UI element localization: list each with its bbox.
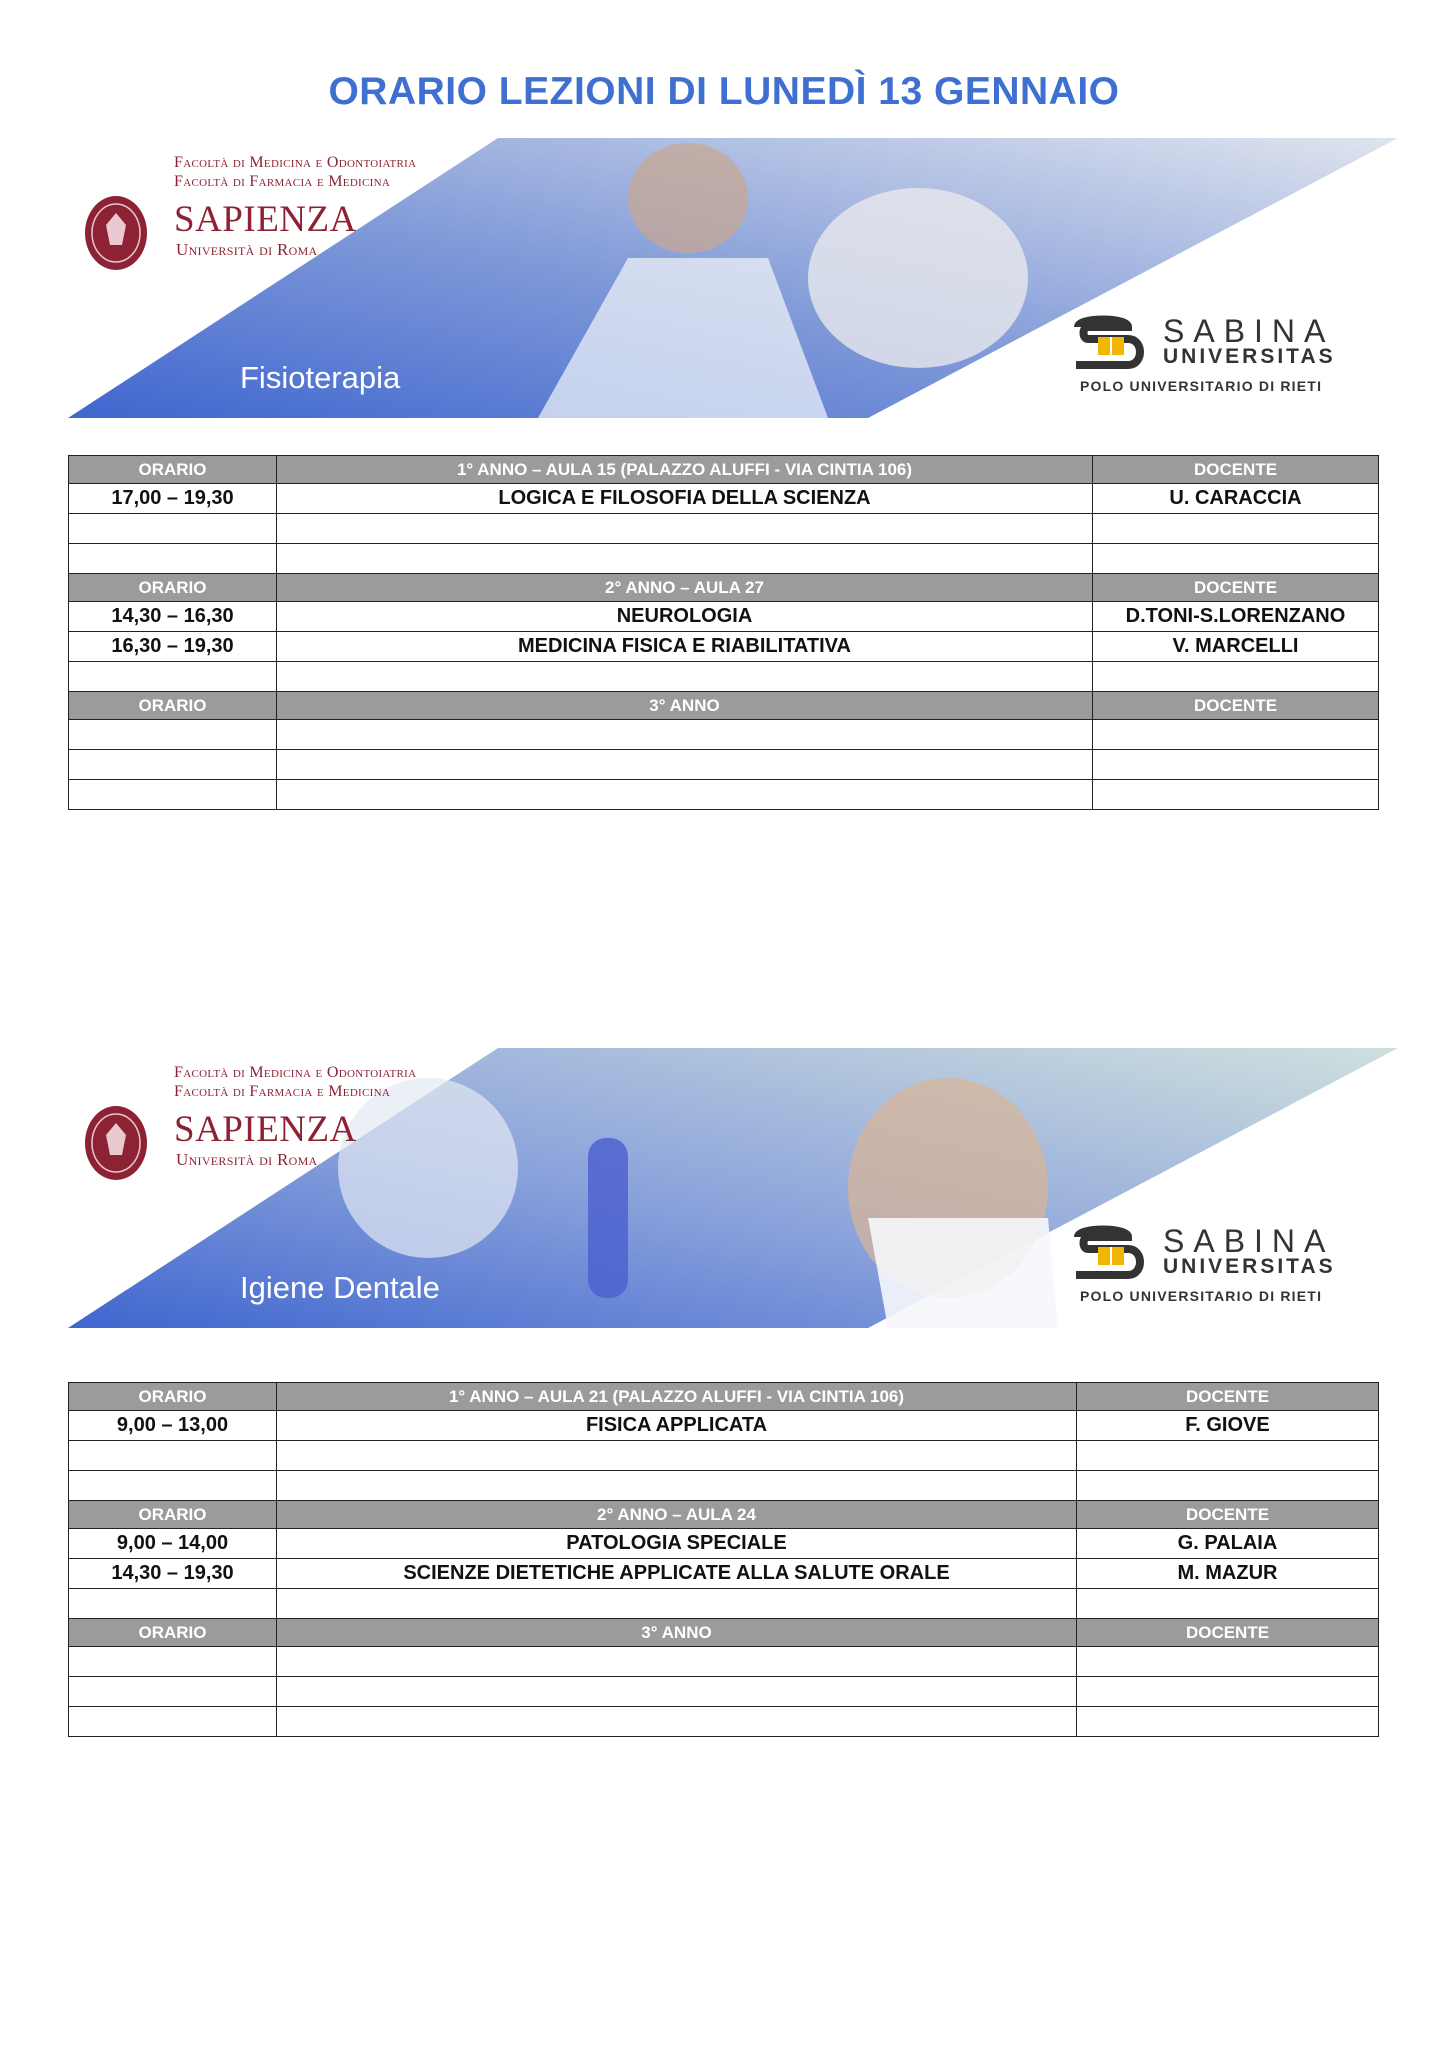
teacher-cell [1077,1441,1379,1471]
subject-cell [277,662,1093,692]
header-time-cell: ORARIO [69,692,277,720]
table-row [69,662,1379,692]
sabina-book-icon [1068,315,1158,379]
subject-cell [277,1707,1077,1737]
teacher-cell [1077,1677,1379,1707]
teacher-cell [1093,662,1379,692]
teacher-cell [1093,750,1379,780]
header-title-cell: 3° ANNO [277,692,1093,720]
year-header-row [69,574,1379,602]
table-row [69,1471,1379,1501]
faculty-text [174,153,416,191]
time-cell: 9,00 – 13,00 [69,1411,277,1441]
time-cell [69,1471,277,1501]
faculty-line-1: Facoltà di Medicina e Odontoiatria [174,154,417,171]
table-row [69,750,1379,780]
sapienza-seal-icon [84,195,148,271]
teacher-cell: D.TONI-S.LORENZANO [1093,602,1379,632]
schedule-table-fisioterapia [68,455,1379,810]
header-title-cell: 2° ANNO – AULA 24 [277,1501,1077,1529]
header-time-cell: ORARIO [69,1501,277,1529]
teacher-cell [1077,1707,1379,1737]
time-cell [69,544,277,574]
teacher-cell [1077,1589,1379,1619]
time-cell: 9,00 – 14,00 [69,1529,277,1559]
time-cell [69,780,277,810]
table-row [69,1411,1379,1441]
header-title-cell: 1° ANNO – AULA 21 (PALAZZO ALUFFI - VIA CINTIA 106) [277,1383,1077,1411]
table-row [69,514,1379,544]
header-time-cell: ORARIO [69,456,277,484]
table-row [69,720,1379,750]
header-teacher-cell: DOCENTE [1093,456,1379,484]
time-cell: 17,00 – 19,30 [69,484,277,514]
university-name: SAPIENZA [174,1109,357,1150]
teacher-cell: U. CARACCIA [1093,484,1379,514]
teacher-cell [1077,1471,1379,1501]
time-cell: 14,30 – 19,30 [69,1559,277,1589]
banner-fisioterapia [68,138,1398,418]
subject-cell [277,1471,1077,1501]
sabina-polo: POLO UNIVERSITARIO DI RIETI [1080,1288,1323,1304]
page-title: ORARIO LEZIONI DI LUNEDÌ 13 GENNAIO [328,70,1120,113]
sabina-brand-2: UNIVERSITAS [1163,1255,1336,1278]
header-time-cell: ORARIO [69,1619,277,1647]
banner-igiene-dentale [68,1048,1398,1328]
table-row [69,1441,1379,1471]
faculty-text [174,1063,416,1101]
university-city: Università di Roma [176,1150,318,1169]
table-row [69,780,1379,810]
header-teacher-cell: DOCENTE [1093,574,1379,602]
header-teacher-cell: DOCENTE [1077,1383,1379,1411]
time-cell: 16,30 – 19,30 [69,632,277,662]
header-time-cell: ORARIO [69,574,277,602]
schedule-table-igiene-dentale [68,1382,1379,1737]
table-row [69,602,1379,632]
time-cell [69,1677,277,1707]
subject-cell [277,1589,1077,1619]
subject-cell [277,1647,1077,1677]
subject-cell [277,780,1093,810]
table-row [69,1677,1379,1707]
teacher-cell: V. MARCELLI [1093,632,1379,662]
subject-cell [277,1441,1077,1471]
table-row [69,1559,1379,1589]
course-label: Fisioterapia [240,360,401,395]
year-header-row [69,1383,1379,1411]
teacher-cell: M. MAZUR [1077,1559,1379,1589]
time-cell [69,1647,277,1677]
sapienza-seal-icon [84,1105,148,1181]
teacher-cell: F. GIOVE [1077,1411,1379,1441]
teacher-cell [1093,720,1379,750]
time-cell [69,1589,277,1619]
sabina-logo [1068,313,1368,393]
table-row [69,1647,1379,1677]
faculty-line-2: Facoltà di Farmacia e Medicina [174,173,391,190]
year-header-row [69,1619,1379,1647]
year-header-row [69,456,1379,484]
subject-cell: PATOLOGIA SPECIALE [277,1529,1077,1559]
subject-cell [277,750,1093,780]
subject-cell: NEUROLOGIA [277,602,1093,632]
university-name: SAPIENZA [174,199,357,240]
header-time-cell: ORARIO [69,1383,277,1411]
course-label: Igiene Dentale [240,1270,440,1305]
header-title-cell: 2° ANNO – AULA 27 [277,574,1093,602]
subject-cell: MEDICINA FISICA E RIABILITATIVA [277,632,1093,662]
teacher-cell [1077,1647,1379,1677]
subject-cell [277,1677,1077,1707]
sabina-brand-2: UNIVERSITAS [1163,345,1336,368]
time-cell [69,514,277,544]
sabina-polo: POLO UNIVERSITARIO DI RIETI [1080,378,1323,394]
teacher-cell [1093,514,1379,544]
sabina-logo [1068,1223,1368,1303]
header-teacher-cell: DOCENTE [1077,1501,1379,1529]
table-row [69,1707,1379,1737]
header-teacher-cell: DOCENTE [1077,1619,1379,1647]
time-cell [69,1707,277,1737]
sabina-brand: SABINA [1163,1223,1335,1259]
faculty-line-2: Facoltà di Farmacia e Medicina [174,1083,391,1100]
year-header-row [69,692,1379,720]
time-cell [69,750,277,780]
teacher-cell [1093,544,1379,574]
table-row [69,544,1379,574]
time-cell: 14,30 – 16,30 [69,602,277,632]
sabina-brand: SABINA [1163,313,1335,349]
table-row [69,632,1379,662]
table-row [69,1589,1379,1619]
subject-cell: SCIENZE DIETETICHE APPLICATE ALLA SALUTE ORALE [277,1559,1077,1589]
subject-cell: FISICA APPLICATA [277,1411,1077,1441]
subject-cell: LOGICA E FILOSOFIA DELLA SCIENZA [277,484,1093,514]
faculty-line-1: Facoltà di Medicina e Odontoiatria [174,1064,417,1081]
sabina-book-icon [1068,1225,1158,1289]
time-cell [69,720,277,750]
university-city: Università di Roma [176,240,318,259]
table-row [69,1529,1379,1559]
header-title-cell: 3° ANNO [277,1619,1077,1647]
subject-cell [277,720,1093,750]
year-header-row [69,1501,1379,1529]
time-cell [69,1441,277,1471]
subject-cell [277,544,1093,574]
table-row [69,484,1379,514]
time-cell [69,662,277,692]
header-title-cell: 1° ANNO – AULA 15 (PALAZZO ALUFFI - VIA CINTIA 106) [277,456,1093,484]
teacher-cell [1093,780,1379,810]
subject-cell [277,514,1093,544]
header-teacher-cell: DOCENTE [1093,692,1379,720]
teacher-cell: G. PALAIA [1077,1529,1379,1559]
